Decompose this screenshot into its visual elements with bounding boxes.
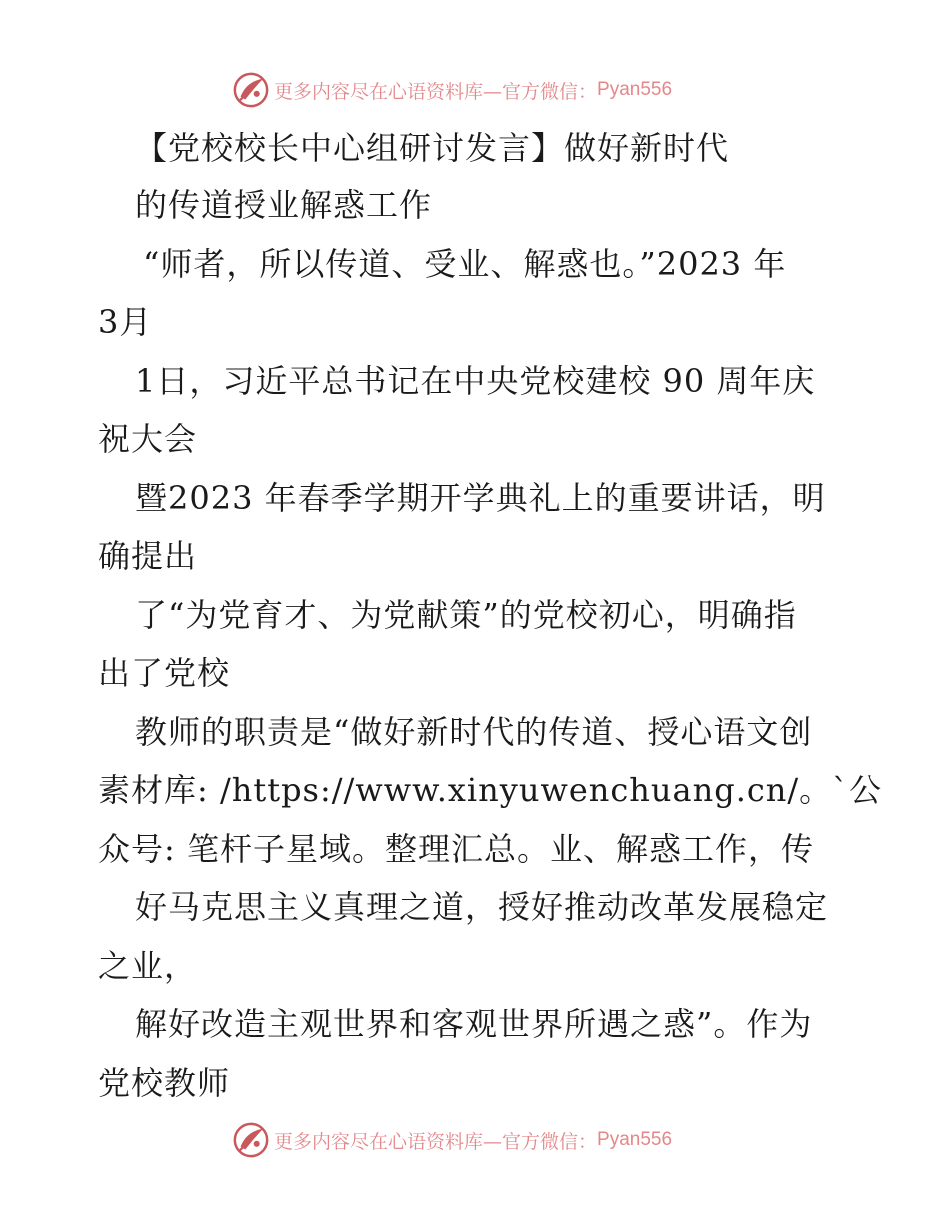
paragraph-line: 教师的职责是“做好新时代的传道、授心语文创 — [135, 713, 813, 751]
banner-text: 更多内容尽在心语资料库—官方微信： — [274, 80, 598, 103]
paragraph-line: “师者，所以传道、受业、解惑也。”2023 年 — [143, 245, 787, 283]
paragraph-line: 祝大会 — [98, 420, 198, 458]
header-banner — [232, 68, 672, 112]
paragraph-line: 党校教师 — [98, 1064, 231, 1102]
paragraph-line: 素材库: /https://www.xinyuwenchuang.cn/。`公 — [98, 771, 883, 809]
paragraph-line: 出了党校 — [98, 654, 231, 692]
footer-banner — [232, 1118, 672, 1162]
document-title: 【党校校长中心组研讨发言】做好新时代 — [135, 129, 730, 167]
xinyu-logo-icon — [232, 71, 270, 109]
xinyu-logo-icon — [232, 1121, 270, 1159]
paragraph-line: 众号: 笔杆子星域。整理汇总。业、解惑工作，传 — [98, 830, 814, 868]
banner-wechat-id: Pyan556 — [597, 79, 673, 100]
paragraph-line: 1日，习近平总书记在中央党校建校 90 周年庆 — [135, 362, 816, 400]
paragraph-line: 之业， — [98, 947, 198, 985]
banner-text: 更多内容尽在心语资料库—官方微信： — [274, 1130, 598, 1153]
document-title-continued: 的传道授业解惑工作 — [135, 186, 433, 224]
paragraph-line: 解好改造主观世界和客观世界所遇之惑”。作为 — [135, 1005, 813, 1043]
paragraph-line: 暨2023 年春季学期开学典礼上的重要讲话，明 — [135, 479, 826, 517]
paragraph-line: 好马克思主义真理之道，授好推动改革发展稳定 — [135, 888, 829, 926]
banner-wechat-id: Pyan556 — [597, 1129, 673, 1150]
paragraph-line: 3月 — [98, 303, 153, 341]
paragraph-line: 了“为党育才、为党献策”的党校初心，明确指 — [135, 596, 797, 634]
paragraph-line: 确提出 — [98, 537, 198, 575]
